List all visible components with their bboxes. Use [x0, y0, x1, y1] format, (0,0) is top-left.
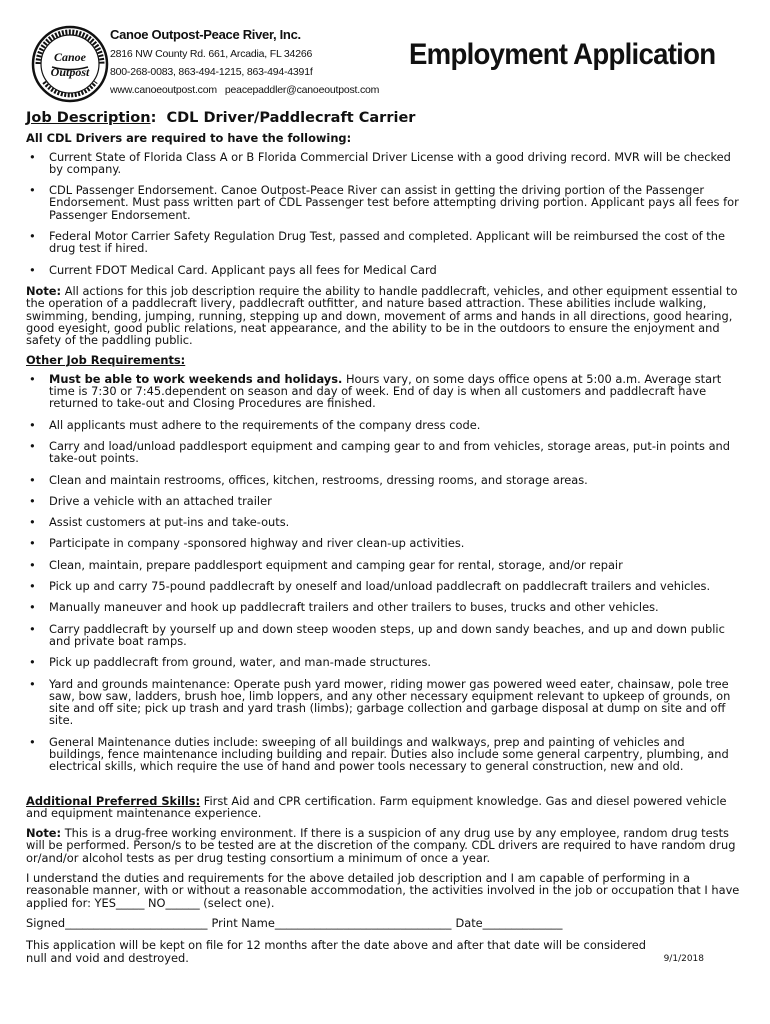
company-website[interactable]: www.canoeoutpost.com	[110, 84, 217, 96]
bullet-icon: •	[29, 655, 36, 670]
bullet-icon: •	[29, 438, 36, 453]
job-description-heading	[26, 112, 742, 124]
cdl-requirements-list	[26, 151, 742, 276]
company-name: Canoe Outpost-Peace River, Inc.	[110, 27, 301, 42]
company-web-line	[110, 84, 410, 96]
list-item: • Federal Motor Carrier Safety Regulation Drug Test, passed and completed. Applicant will be reimbursed the cost of the drug test if hired.	[29, 229, 726, 256]
company-info	[110, 27, 410, 102]
list-item: • Must be able to work weekends and holidays. Hours vary, on some days office opens at 5:00 a.m. Average start time is 7:30 or 7:45.dependent on season and day of week. End of day is when all customers and paddlecraft have returned to take-out and Closing Procedures are finished.	[29, 371, 722, 411]
bullet-icon: •	[29, 621, 36, 636]
list-item: • General Maintenance duties include: sweeping of all buildings and walkways, prep and painting of vehicles and buildings, fence maintenance including building and repair. Duties also include some general carpentry, plumbing, and electrical skills, which require the use of hand and power tools necessary to general construction, new and old.	[29, 734, 729, 774]
bullet-icon: •	[29, 229, 36, 244]
list-item: • Yard and grounds maintenance: Operate push yard mower, riding mower gas powered weed eater, chainsaw, pole tree saw, bow saw, ladders, brush hoe, limb loppers, and any other necessary equipment relevant to upkeep of grounds, on site and off site; pick up trash and yard trash (limbs); garbage collection and garbage disposal at dump on site and off site.	[29, 676, 731, 728]
note-label: Note:	[26, 283, 62, 298]
skills-text: First Aid and CPR certification. Farm equipment knowledge. Gas and diesel powered vehicle and equipment maintenance experience.	[26, 793, 727, 820]
signature-row	[26, 917, 742, 929]
acknowledgement-statement: I understand the duties and requirements for the above detailed job description and I am capable of performing in a reasonable manner, with or without a reasonable accommodation, the activities involved in the job or occupation that I have applied for: YES_____ NO______ (select one).	[26, 871, 740, 910]
bullet-icon: •	[29, 149, 36, 164]
bullet-icon: •	[29, 472, 36, 487]
bullet-icon: •	[29, 557, 36, 572]
list-item: • Assist customers at put-ins and take-outs.	[29, 515, 290, 530]
list-item: • Clean and maintain restrooms, offices, kitchen, restrooms, dressing rooms, and storage areas.	[29, 472, 588, 487]
list-item: • Pick up and carry 75-pound paddlecraft by oneself and load/unload paddlecraft on paddlecraft trailers and vehicles.	[29, 579, 711, 594]
bullet-icon: •	[29, 493, 36, 508]
company-email[interactable]: peacepaddler@canoeoutpost.com	[224, 84, 380, 96]
job-role: CDL Driver/Paddlecraft Carrier	[166, 110, 416, 126]
other-requirements-heading: Other Job Requirements:	[26, 353, 186, 368]
revision-date: 9/1/2018	[663, 954, 704, 965]
list-item: • Current FDOT Medical Card. Applicant pays all fees for Medical Card	[29, 262, 437, 277]
bullet-icon: •	[29, 262, 36, 277]
list-item: • Carry and load/unload paddlesport equipment and camping gear to and from vehicles, storage areas, put-in points and take-out points.	[29, 438, 730, 466]
note-text: All actions for this job description require the ability to handle paddlecraft, vehicles, and other equipment essential to the operation of a paddlecraft livery, paddlecraft outfitter, and nature based attraction. These abilities include walking, swimming, bending, jumping, running, stepping up and down, movement of arms and hands in all directions, good hearing, good eyesight, good public relations, neat appearance, and the ability to be in the outdoors to ensure the enjoyment and safety of the paddling public.	[26, 283, 738, 348]
additional-skills	[26, 795, 742, 820]
bullet-icon: •	[29, 371, 36, 386]
list-item: • Pick up paddlecraft from ground, water, and man-made structures.	[29, 655, 432, 670]
canoe-outpost-logo	[30, 24, 110, 104]
list-item: • Participate in company -sponsored highway and river clean-up activities.	[29, 536, 465, 551]
print-name-field[interactable]: Print Name_______________________________	[211, 915, 452, 930]
application-body	[26, 112, 742, 964]
job-description-label: Job Description	[26, 110, 151, 126]
list-item: • Drive a vehicle with an attached trailer	[29, 493, 272, 508]
bullet-icon: •	[29, 183, 36, 198]
bullet-icon: •	[29, 417, 36, 432]
company-phones: 800-268-0083, 863-494-1215, 863-494-4391f	[110, 66, 313, 78]
other-requirements-list	[26, 373, 742, 773]
date-field[interactable]: Date______________	[455, 915, 563, 930]
logo-text-bottom: Outpost	[50, 65, 90, 79]
bullet-icon: •	[29, 515, 36, 530]
footer	[26, 939, 742, 964]
list-item: • All applicants must adhere to the requirements of the company dress code.	[29, 417, 481, 432]
list-item: • Carry paddlecraft by yourself up and down steep wooden steps, up and down sandy beaches, and up and down public and private boat ramps.	[29, 621, 725, 648]
cdl-requirements-heading: All CDL Drivers are required to have the following:	[26, 131, 352, 146]
bullet-icon: •	[29, 536, 36, 551]
list-item: • Clean, maintain, prepare paddlesport equipment and camping gear for rental, storage, and/or repair	[29, 557, 623, 572]
skills-label: Additional Preferred Skills:	[26, 793, 201, 808]
list-item: • CDL Passenger Endorsement. Canoe Outpost-Peace River can assist in getting the driving portion of the Passenger Endorsement. Must pass written part of CDL Passenger test before attempting driving portion. Applicant pays all fees for Passenger Endorsement.	[29, 183, 739, 222]
job-description-colon: :	[150, 110, 157, 126]
bullet-icon: •	[29, 676, 36, 691]
logo-text-top: Canoe	[53, 50, 87, 64]
drug-free-note	[26, 827, 742, 864]
bullet-icon: •	[29, 579, 36, 594]
bullet-icon: •	[29, 734, 36, 749]
note-label: Note:	[26, 826, 62, 841]
retention-notice: This application will be kept on file for 12 months after the date above and after that date will be considered null and void and destroyed.	[26, 938, 647, 965]
page-title: Employment Application	[409, 38, 716, 71]
signed-field[interactable]: Signed_________________________	[26, 915, 208, 930]
note-text: This is a drug-free working environment. If there is a suspicion of any drug use by any employee, random drug tests will be performed. Person/s to be tested are at the discretion of the company. CDL drivers are required to have random drug or/and/or alcohol tests as per drug testing consortium a minimum of once a year.	[26, 826, 736, 865]
list-item: • Manually maneuver and hook up paddlecraft trailers and other trailers to buses, trucks and other vehicles.	[29, 600, 659, 615]
physical-ability-note	[26, 285, 742, 346]
company-address: 2816 NW County Rd. 661, Arcadia, FL 34266	[110, 48, 313, 60]
list-item: • Current State of Florida Class A or B Florida Commercial Driver License with a good driving record. MVR will be checked by company.	[29, 149, 731, 176]
bullet-icon: •	[29, 600, 36, 615]
